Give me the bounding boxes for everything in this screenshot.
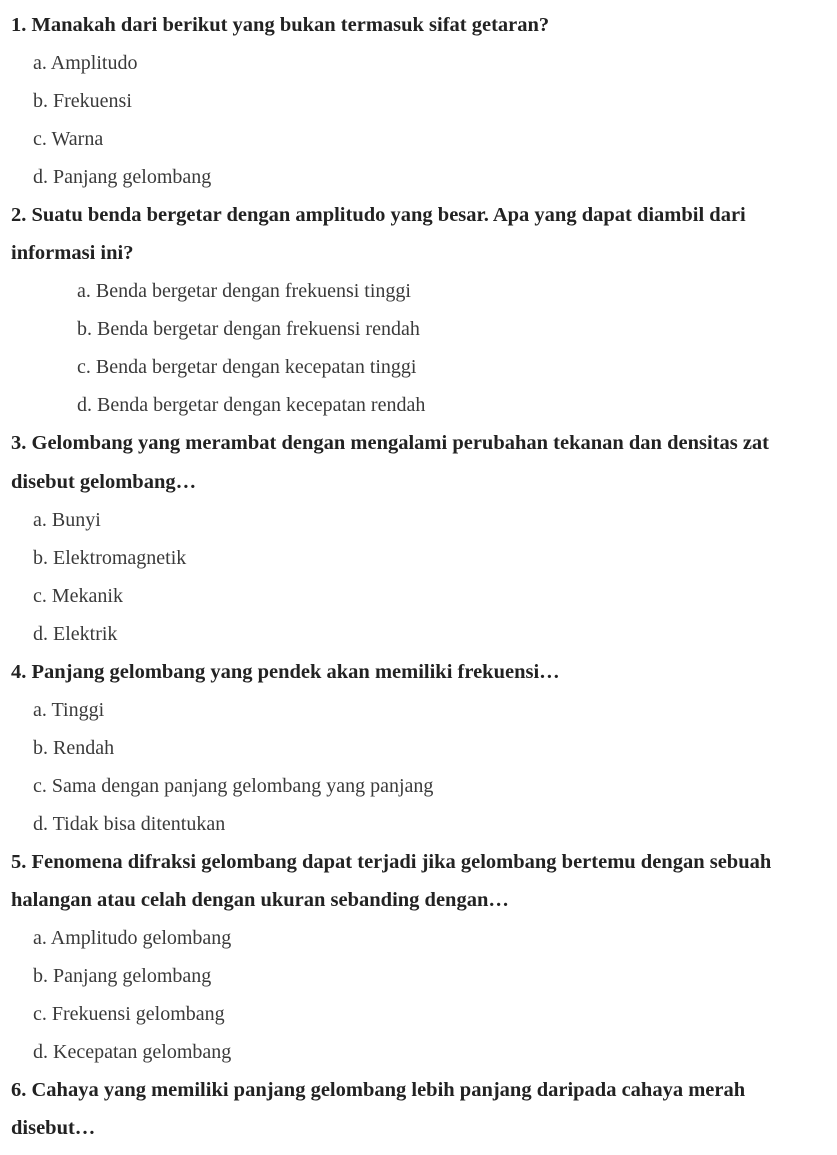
question-2-text: 2. Suatu benda bergetar dengan amplitudo yang besar. Apa yang dapat diambil dari (11, 204, 746, 226)
question-2-option-b: b. Benda bergetar dengan frekuensi rendah (77, 318, 420, 340)
question-2-text-continued: informasi ini? (11, 242, 134, 264)
question-3-text-continued: disebut gelombang… (11, 471, 197, 493)
question-2-option-d: d. Benda bergetar dengan kecepatan rendah (77, 394, 426, 416)
question-2-option-a: a. Benda bergetar dengan frekuensi tinggi (77, 280, 411, 302)
question-5-option-c: c. Frekuensi gelombang (33, 1003, 225, 1025)
question-6-text: 6. Cahaya yang memiliki panjang gelombang lebih panjang daripada cahaya merah (11, 1079, 746, 1101)
question-1-option-c: c. Warna (33, 128, 104, 150)
question-1-option-b: b. Frekuensi (33, 90, 132, 112)
question-2-option-c: c. Benda bergetar dengan kecepatan tinggi (77, 356, 417, 378)
question-3-text: 3. Gelombang yang merambat dengan mengalami perubahan tekanan dan densitas zat (11, 432, 770, 454)
question-5-option-a: a. Amplitudo gelombang (33, 927, 232, 949)
question-3-option-c: c. Mekanik (33, 585, 123, 607)
question-4-option-c: c. Sama dengan panjang gelombang yang panjang (33, 775, 434, 797)
question-4-option-a: a. Tinggi (33, 699, 105, 721)
question-5-text-continued: halangan atau celah dengan ukuran sebanding dengan… (11, 889, 509, 911)
question-1-option-d: d. Panjang gelombang (33, 166, 212, 188)
question-6-text-continued: disebut… (11, 1117, 96, 1139)
question-4-option-d: d. Tidak bisa ditentukan (33, 813, 226, 835)
question-4-text: 4. Panjang gelombang yang pendek akan memiliki frekuensi… (11, 661, 560, 683)
question-5-text: 5. Fenomena difraksi gelombang dapat terjadi jika gelombang bertemu dengan sebuah (11, 851, 772, 873)
question-3-option-b: b. Elektromagnetik (33, 547, 187, 569)
question-5-option-d: d. Kecepatan gelombang (33, 1041, 232, 1063)
question-1-option-a: a. Amplitudo (33, 52, 138, 74)
question-3-option-d: d. Elektrik (33, 623, 118, 645)
question-3-option-a: a. Bunyi (33, 509, 101, 531)
question-5-option-b: b. Panjang gelombang (33, 965, 212, 987)
question-1-text: 1. Manakah dari berikut yang bukan termasuk sifat getaran? (11, 14, 550, 36)
question-4-option-b: b. Rendah (33, 737, 115, 759)
